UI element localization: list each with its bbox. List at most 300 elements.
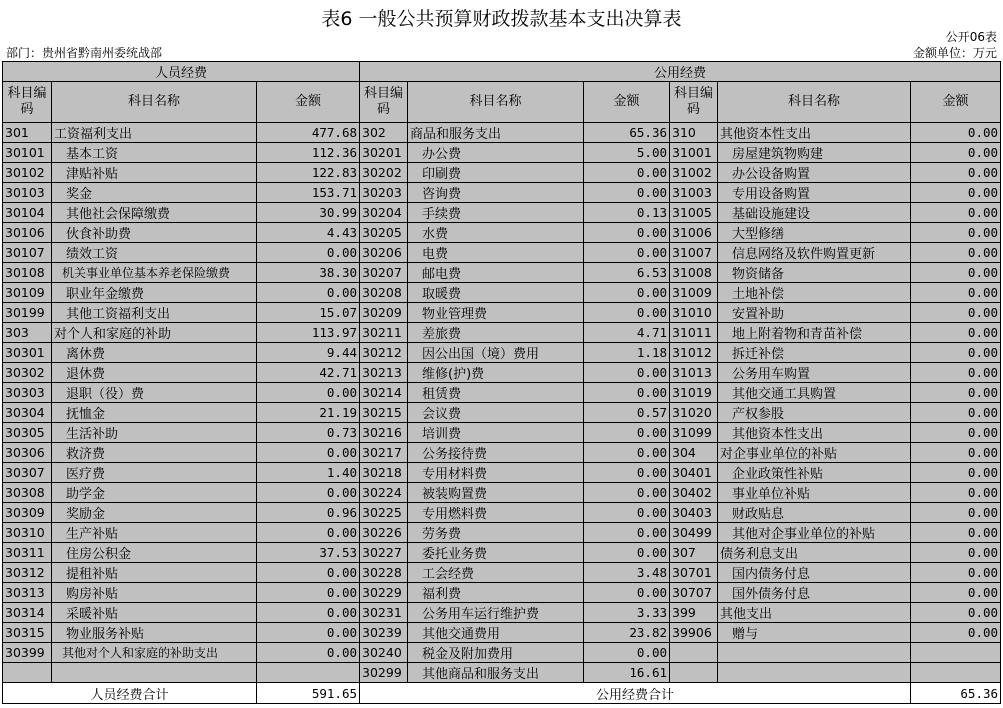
item-name: 大型修缮 <box>718 223 911 243</box>
item-amount: 23.82 <box>584 623 670 643</box>
table-row <box>3 603 1001 623</box>
item-amount: 4.43 <box>257 223 360 243</box>
item-code: 30229 <box>360 583 408 603</box>
item-name: 咨询费 <box>408 183 584 203</box>
item-code: 31008 <box>670 263 718 283</box>
item-code: 30707 <box>670 583 718 603</box>
item-code: 30225 <box>360 503 408 523</box>
item-code: 30224 <box>360 483 408 503</box>
item-code: 30213 <box>360 363 408 383</box>
item-amount: 0.96 <box>257 503 360 523</box>
item-name: 地上附着物和青苗补偿 <box>718 323 911 343</box>
item-code: 31012 <box>670 343 718 363</box>
item-amount: 0.00 <box>257 623 360 643</box>
public-total-label: 公用经费合计 <box>360 683 911 704</box>
item-amount: 21.19 <box>257 403 360 423</box>
item-amount: 0.00 <box>584 543 670 563</box>
item-code: 30202 <box>360 163 408 183</box>
col-header-name: 科目名称 <box>52 82 257 123</box>
col-header-code: 科目编码 <box>3 82 52 123</box>
table-row <box>3 383 1001 403</box>
item-name: 专用设备购置 <box>718 183 911 203</box>
item-code: 30302 <box>3 363 52 383</box>
table-row <box>3 403 1001 423</box>
item-code: 307 <box>670 543 718 563</box>
item-code: 30315 <box>3 623 52 643</box>
item-code: 30309 <box>3 503 52 523</box>
item-name: 会议费 <box>408 403 584 423</box>
col-header-amount: 金额 <box>911 82 1001 123</box>
item-name: 土地补偿 <box>718 283 911 303</box>
item-name: 采暖补贴 <box>52 603 257 623</box>
item-amount: 1.40 <box>257 463 360 483</box>
item-code: 30102 <box>3 163 52 183</box>
item-amount: 0.00 <box>911 123 1001 143</box>
item-name: 其他商品和服务支出 <box>408 663 584 683</box>
table-row <box>3 483 1001 503</box>
item-code: 30212 <box>360 343 408 363</box>
table-body <box>3 123 1001 683</box>
item-code: 30103 <box>3 183 52 203</box>
item-amount: 0.00 <box>911 543 1001 563</box>
item-amount: 0.00 <box>584 463 670 483</box>
item-amount: 0.00 <box>911 363 1001 383</box>
col-header-name: 科目名称 <box>408 82 584 123</box>
item-name: 公务接待费 <box>408 443 584 463</box>
item-amount: 0.00 <box>911 183 1001 203</box>
item-name: 对个人和家庭的补助 <box>52 323 257 343</box>
item-amount: 0.57 <box>584 403 670 423</box>
item-code: 310 <box>670 123 718 143</box>
item-name: 被装购置费 <box>408 483 584 503</box>
item-name: 生活补助 <box>52 423 257 443</box>
item-code: 31006 <box>670 223 718 243</box>
item-code: 30107 <box>3 243 52 263</box>
col-header-amount: 金额 <box>257 82 360 123</box>
item-name: 税金及附加费用 <box>408 643 584 663</box>
item-amount: 15.07 <box>257 303 360 323</box>
table-row <box>3 283 1001 303</box>
item-code: 30208 <box>360 283 408 303</box>
item-code: 301 <box>3 123 52 143</box>
item-amount: 0.00 <box>257 383 360 403</box>
table-row <box>3 443 1001 463</box>
table-row <box>3 203 1001 223</box>
item-code: 31013 <box>670 363 718 383</box>
table-row <box>3 323 1001 343</box>
table-row <box>3 303 1001 323</box>
item-name: 办公费 <box>408 143 584 163</box>
item-amount <box>911 643 1001 663</box>
item-code: 31007 <box>670 243 718 263</box>
table-row <box>3 343 1001 363</box>
item-code: 30303 <box>3 383 52 403</box>
item-name: 租赁费 <box>408 383 584 403</box>
table-row <box>3 143 1001 163</box>
item-amount <box>911 663 1001 683</box>
item-amount: 3.48 <box>584 563 670 583</box>
item-name: 工资福利支出 <box>52 123 257 143</box>
item-name: 专用燃料费 <box>408 503 584 523</box>
item-code: 30217 <box>360 443 408 463</box>
item-code: 30240 <box>360 643 408 663</box>
table-row <box>3 503 1001 523</box>
item-name: 生产补贴 <box>52 523 257 543</box>
item-amount: 153.71 <box>257 183 360 203</box>
item-code: 303 <box>3 323 52 343</box>
item-name: 对企事业单位的补贴 <box>718 443 911 463</box>
item-code: 30207 <box>360 263 408 283</box>
item-code: 30104 <box>3 203 52 223</box>
item-code: 30109 <box>3 283 52 303</box>
item-name: 印刷费 <box>408 163 584 183</box>
item-name: 退职（役）费 <box>52 383 257 403</box>
public-total-value: 65.36 <box>911 683 1001 704</box>
item-amount: 16.61 <box>584 663 670 683</box>
item-code: 31019 <box>670 383 718 403</box>
item-amount: 0.00 <box>911 203 1001 223</box>
item-code: 31005 <box>670 203 718 223</box>
item-code: 30306 <box>3 443 52 463</box>
item-code: 30403 <box>670 503 718 523</box>
table-code: 公开06表 <box>945 30 997 44</box>
table-row <box>3 243 1001 263</box>
item-amount: 0.00 <box>584 443 670 463</box>
item-amount: 0.00 <box>584 163 670 183</box>
item-amount: 0.00 <box>911 143 1001 163</box>
item-amount: 6.53 <box>584 263 670 283</box>
item-name: 债务利息支出 <box>718 543 911 563</box>
item-amount: 38.30 <box>257 263 360 283</box>
item-name: 离休费 <box>52 343 257 363</box>
item-code: 30203 <box>360 183 408 203</box>
table-row <box>3 183 1001 203</box>
item-amount: 0.00 <box>911 303 1001 323</box>
item-name: 基本工资 <box>52 143 257 163</box>
item-amount: 0.00 <box>584 483 670 503</box>
item-name: 公务用车购置 <box>718 363 911 383</box>
department-label: 部门：贵州省黔南州委统战部 <box>6 46 163 60</box>
item-name: 安置补助 <box>718 303 911 323</box>
item-amount: 0.00 <box>911 403 1001 423</box>
item-amount: 0.00 <box>584 183 670 203</box>
item-name: 绩效工资 <box>52 243 257 263</box>
item-code: 30231 <box>360 603 408 623</box>
item-name: 退休费 <box>52 363 257 383</box>
item-amount: 0.00 <box>911 263 1001 283</box>
item-name: 其他对个人和家庭的补助支出 <box>52 643 257 663</box>
item-name: 购房补贴 <box>52 583 257 603</box>
page-title: 表6 一般公共预算财政拨款基本支出决算表 <box>321 8 682 30</box>
item-name: 伙食补助费 <box>52 223 257 243</box>
item-code: 30299 <box>360 663 408 683</box>
item-name: 职业年金缴费 <box>52 283 257 303</box>
item-code: 30204 <box>360 203 408 223</box>
item-code: 30101 <box>3 143 52 163</box>
item-amount: 0.00 <box>257 283 360 303</box>
item-code: 30214 <box>360 383 408 403</box>
item-amount: 0.00 <box>911 423 1001 443</box>
item-amount: 4.71 <box>584 323 670 343</box>
item-code: 30226 <box>360 523 408 543</box>
item-name: 物业服务补贴 <box>52 623 257 643</box>
table-row <box>3 463 1001 483</box>
item-amount: 3.33 <box>584 603 670 623</box>
item-name: 办公设备购置 <box>718 163 911 183</box>
item-amount: 9.44 <box>257 343 360 363</box>
item-code: 30401 <box>670 463 718 483</box>
item-amount: 0.00 <box>584 383 670 403</box>
item-amount <box>257 663 360 683</box>
item-code: 31001 <box>670 143 718 163</box>
item-amount: 37.53 <box>257 543 360 563</box>
item-name: 其他交通工具购置 <box>718 383 911 403</box>
table-row <box>3 423 1001 443</box>
item-code: 30205 <box>360 223 408 243</box>
item-code <box>3 663 52 683</box>
item-name <box>52 663 257 683</box>
item-code: 31011 <box>670 323 718 343</box>
item-amount: 0.00 <box>584 503 670 523</box>
item-code: 304 <box>670 443 718 463</box>
item-amount: 65.36 <box>584 123 670 143</box>
item-amount: 0.00 <box>911 463 1001 483</box>
table-row <box>3 643 1001 663</box>
item-name: 信息网络及软件购置更新 <box>718 243 911 263</box>
table-row <box>3 543 1001 563</box>
item-code: 30402 <box>670 483 718 503</box>
item-name: 救济费 <box>52 443 257 463</box>
item-amount: 0.00 <box>911 523 1001 543</box>
item-code: 30311 <box>3 543 52 563</box>
item-code: 30314 <box>3 603 52 623</box>
item-name: 企业政策性补贴 <box>718 463 911 483</box>
item-name: 其他支出 <box>718 603 911 623</box>
item-amount: 0.00 <box>911 503 1001 523</box>
item-code: 30310 <box>3 523 52 543</box>
item-amount: 0.00 <box>584 303 670 323</box>
item-amount: 42.71 <box>257 363 360 383</box>
item-name: 机关事业单位基本养老保险缴费 <box>52 263 257 283</box>
item-name: 差旅费 <box>408 323 584 343</box>
item-code: 31002 <box>670 163 718 183</box>
item-amount: 0.00 <box>257 523 360 543</box>
item-name: 其他对企事业单位的补贴 <box>718 523 911 543</box>
item-code: 30206 <box>360 243 408 263</box>
item-code: 31020 <box>670 403 718 423</box>
item-amount: 0.00 <box>911 343 1001 363</box>
item-name: 事业单位补贴 <box>718 483 911 503</box>
item-name: 国内债务付息 <box>718 563 911 583</box>
item-name: 公务用车运行维护费 <box>408 603 584 623</box>
item-code: 30307 <box>3 463 52 483</box>
item-amount: 113.97 <box>257 323 360 343</box>
item-name: 维修(护)费 <box>408 363 584 383</box>
item-code: 30312 <box>3 563 52 583</box>
unit-label: 金额单位：万元 <box>912 46 997 60</box>
item-name: 基础设施建设 <box>718 203 911 223</box>
item-amount: 0.00 <box>257 483 360 503</box>
item-name <box>718 643 911 663</box>
item-amount: 477.68 <box>257 123 360 143</box>
item-code: 30301 <box>3 343 52 363</box>
item-code: 30201 <box>360 143 408 163</box>
item-name: 工会经费 <box>408 563 584 583</box>
item-amount: 5.00 <box>584 143 670 163</box>
item-name: 专用材料费 <box>408 463 584 483</box>
item-amount: 0.00 <box>257 643 360 663</box>
item-name: 医疗费 <box>52 463 257 483</box>
item-name: 物资储备 <box>718 263 911 283</box>
item-name: 劳务费 <box>408 523 584 543</box>
item-name: 助学金 <box>52 483 257 503</box>
item-name: 其他交通费用 <box>408 623 584 643</box>
item-code: 30227 <box>360 543 408 563</box>
item-name: 物业管理费 <box>408 303 584 323</box>
item-name: 其他资本性支出 <box>718 123 911 143</box>
item-code: 31010 <box>670 303 718 323</box>
item-code: 302 <box>360 123 408 143</box>
item-name: 培训费 <box>408 423 584 443</box>
table-row <box>3 523 1001 543</box>
item-code: 30215 <box>360 403 408 423</box>
item-code: 30106 <box>3 223 52 243</box>
item-name: 福利费 <box>408 583 584 603</box>
item-amount: 0.00 <box>911 163 1001 183</box>
item-code: 30239 <box>360 623 408 643</box>
item-code: 30209 <box>360 303 408 323</box>
item-name: 奖励金 <box>52 503 257 523</box>
item-code: 30228 <box>360 563 408 583</box>
table-row <box>3 363 1001 383</box>
personnel-total-label: 人员经费合计 <box>3 683 257 704</box>
item-amount: 0.00 <box>257 563 360 583</box>
table-row <box>3 623 1001 643</box>
item-name: 其他资本性支出 <box>718 423 911 443</box>
item-name: 邮电费 <box>408 263 584 283</box>
item-amount: 0.13 <box>584 203 670 223</box>
item-amount: 30.99 <box>257 203 360 223</box>
item-amount: 0.00 <box>584 523 670 543</box>
item-name: 商品和服务支出 <box>408 123 584 143</box>
item-code: 30108 <box>3 263 52 283</box>
item-name: 住房公积金 <box>52 543 257 563</box>
item-name: 提租补贴 <box>52 563 257 583</box>
item-amount: 0.00 <box>584 363 670 383</box>
item-code: 30701 <box>670 563 718 583</box>
item-name: 奖金 <box>52 183 257 203</box>
item-amount: 0.00 <box>257 603 360 623</box>
public-header: 公用经费 <box>360 62 1001 82</box>
item-amount: 0.00 <box>911 603 1001 623</box>
item-name: 委托业务费 <box>408 543 584 563</box>
item-name: 产权参股 <box>718 403 911 423</box>
item-amount: 0.00 <box>584 423 670 443</box>
item-amount: 0.00 <box>911 483 1001 503</box>
item-amount: 0.00 <box>911 443 1001 463</box>
item-amount: 0.00 <box>911 383 1001 403</box>
item-amount: 0.00 <box>584 243 670 263</box>
item-amount: 0.00 <box>911 283 1001 303</box>
table-row <box>3 163 1001 183</box>
personnel-header: 人员经费 <box>3 62 360 82</box>
item-name: 取暖费 <box>408 283 584 303</box>
item-code: 30308 <box>3 483 52 503</box>
table-row <box>3 663 1001 683</box>
item-amount: 0.00 <box>257 243 360 263</box>
col-header-code: 科目编码 <box>360 82 408 123</box>
item-amount: 122.83 <box>257 163 360 183</box>
item-name: 因公出国（境）费用 <box>408 343 584 363</box>
item-code: 399 <box>670 603 718 623</box>
item-code: 30216 <box>360 423 408 443</box>
item-name <box>718 663 911 683</box>
item-code: 30199 <box>3 303 52 323</box>
item-amount: 0.00 <box>911 323 1001 343</box>
item-name: 水费 <box>408 223 584 243</box>
item-name: 国外债务付息 <box>718 583 911 603</box>
item-amount: 1.18 <box>584 343 670 363</box>
item-code: 39906 <box>670 623 718 643</box>
item-code: 31099 <box>670 423 718 443</box>
personnel-total-value: 591.65 <box>257 683 360 704</box>
item-name: 其他社会保障缴费 <box>52 203 257 223</box>
item-name: 赠与 <box>718 623 911 643</box>
item-amount: 0.00 <box>257 443 360 463</box>
item-code: 30499 <box>670 523 718 543</box>
table-row <box>3 223 1001 243</box>
item-name: 财政贴息 <box>718 503 911 523</box>
item-name: 拆迁补偿 <box>718 343 911 363</box>
item-amount: 0.00 <box>584 223 670 243</box>
item-amount: 0.73 <box>257 423 360 443</box>
col-header-code: 科目编码 <box>670 82 718 123</box>
item-amount: 0.00 <box>911 583 1001 603</box>
item-code: 30304 <box>3 403 52 423</box>
item-amount: 112.36 <box>257 143 360 163</box>
item-amount: 0.00 <box>911 243 1001 263</box>
col-header-amount: 金额 <box>584 82 670 123</box>
table-row <box>3 583 1001 603</box>
item-code: 30218 <box>360 463 408 483</box>
item-amount: 0.00 <box>257 583 360 603</box>
table-row <box>3 123 1001 143</box>
item-code: 30399 <box>3 643 52 663</box>
expenditure-table <box>2 61 1001 704</box>
item-name: 抚恤金 <box>52 403 257 423</box>
item-name: 津贴补贴 <box>52 163 257 183</box>
item-amount: 0.00 <box>911 623 1001 643</box>
item-amount: 0.00 <box>584 583 670 603</box>
item-amount: 0.00 <box>584 643 670 663</box>
item-name: 其他工资福利支出 <box>52 303 257 323</box>
item-name: 手续费 <box>408 203 584 223</box>
item-amount: 0.00 <box>911 563 1001 583</box>
item-name: 房屋建筑物购建 <box>718 143 911 163</box>
item-code <box>670 643 718 663</box>
table-row <box>3 263 1001 283</box>
item-code: 30211 <box>360 323 408 343</box>
item-code: 31003 <box>670 183 718 203</box>
item-code: 30305 <box>3 423 52 443</box>
item-code: 30313 <box>3 583 52 603</box>
table-row <box>3 563 1001 583</box>
item-name: 电费 <box>408 243 584 263</box>
item-amount: 0.00 <box>584 283 670 303</box>
item-amount: 0.00 <box>911 223 1001 243</box>
col-header-name: 科目名称 <box>718 82 911 123</box>
item-code <box>670 663 718 683</box>
